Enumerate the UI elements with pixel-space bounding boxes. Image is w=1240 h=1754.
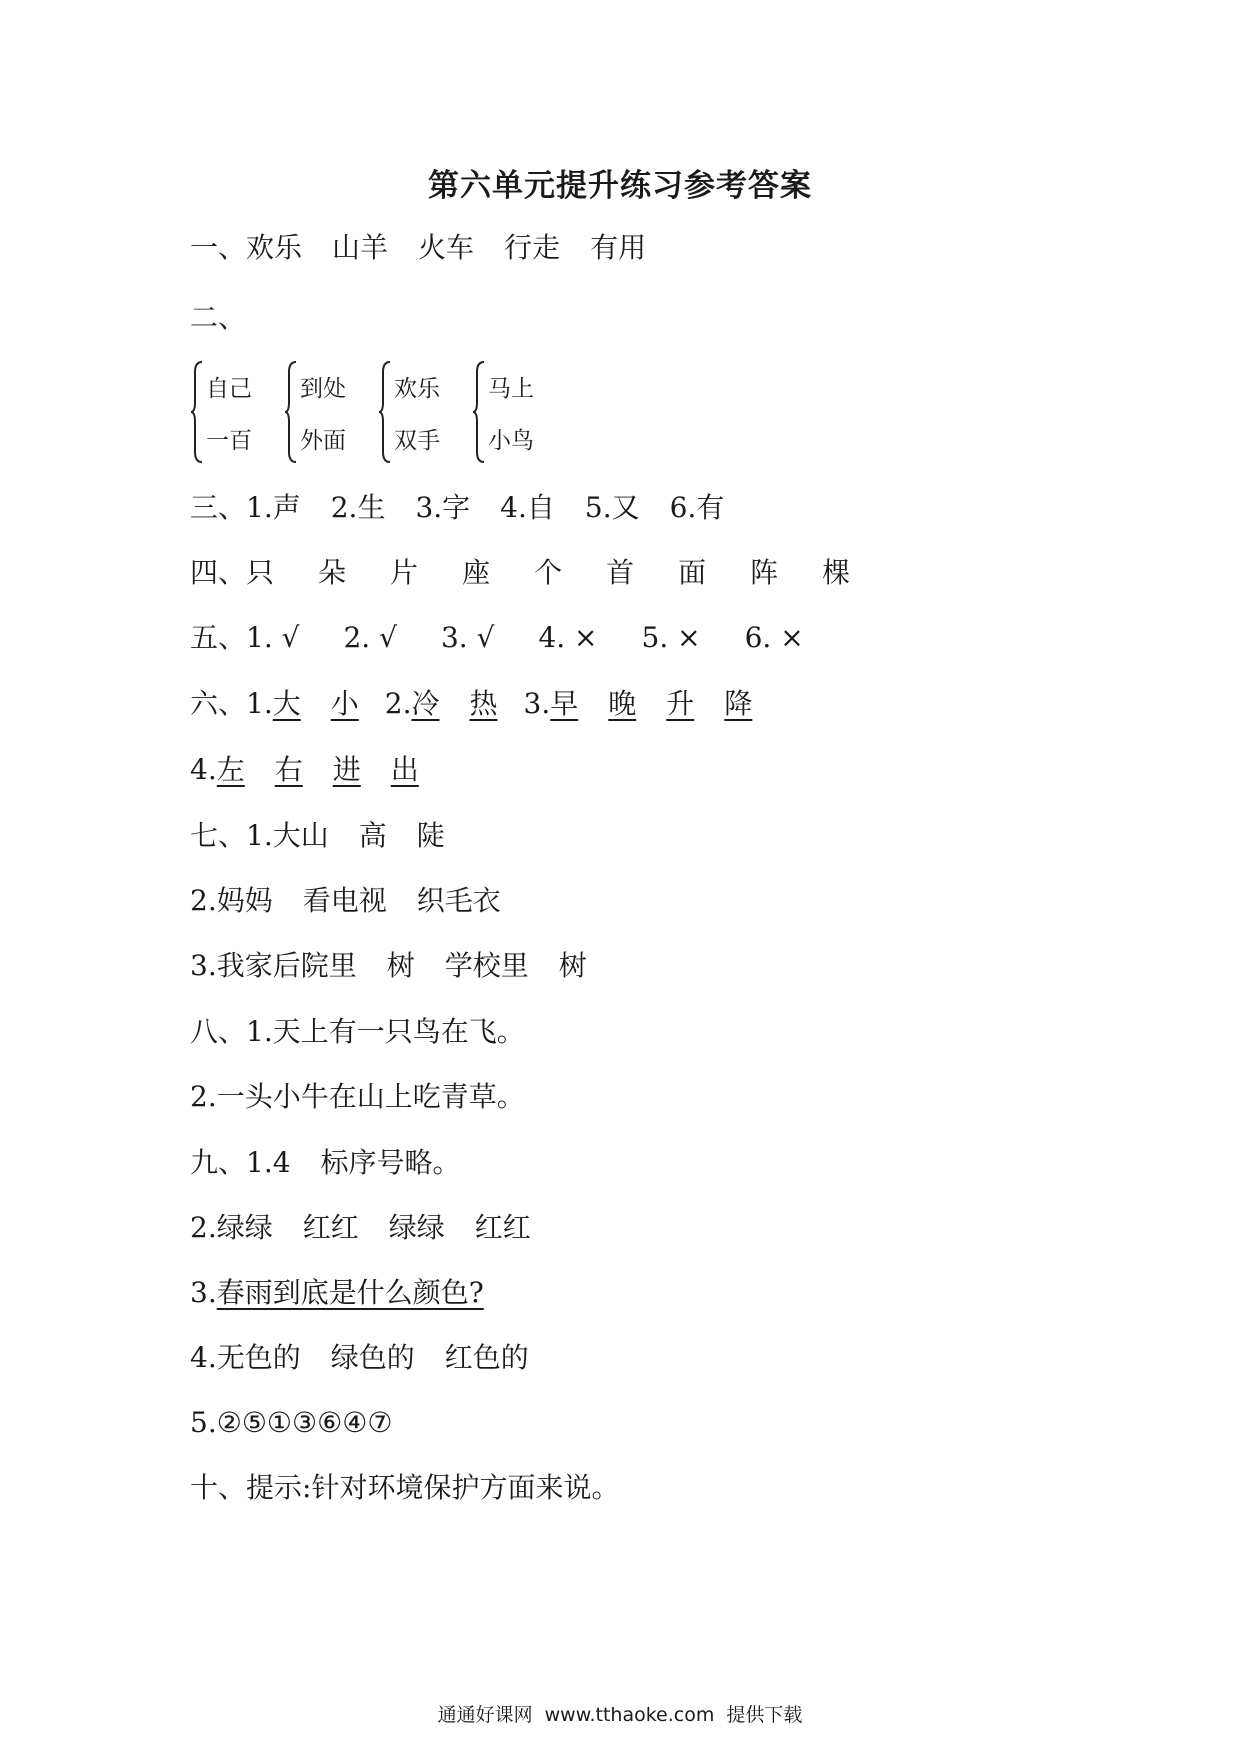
answer-item: 5.又 xyxy=(584,491,640,524)
word-group xyxy=(190,360,280,464)
section-label: 三、 xyxy=(190,491,247,524)
answer-item: 树 xyxy=(386,949,415,982)
answer-item: 6.有 xyxy=(669,491,725,524)
answer-item: 1.大山 xyxy=(246,819,329,852)
section-4 xyxy=(190,555,850,591)
brace-icon xyxy=(378,360,392,464)
answer-item: 3. √ xyxy=(440,621,495,654)
section-9-line-2 xyxy=(190,1210,531,1246)
answer-item: 面 xyxy=(678,556,707,589)
section-7-line-1 xyxy=(190,818,445,854)
answer-item: 红色的 xyxy=(444,1341,529,1374)
section-label: 五、 xyxy=(190,621,247,654)
antonym: 右 xyxy=(274,753,303,786)
answer-item: 红红 xyxy=(474,1211,531,1244)
answer-item: 3.字 xyxy=(415,491,471,524)
word-group xyxy=(378,360,468,464)
word-group xyxy=(472,360,562,464)
group-word-bottom: 外面 xyxy=(300,428,346,454)
section-1 xyxy=(190,230,646,266)
footer xyxy=(0,1700,1240,1727)
brace-icon xyxy=(284,360,298,464)
answer-item: 阵 xyxy=(750,556,779,589)
answer-item: 红红 xyxy=(302,1211,359,1244)
page-title: 第六单元提升练习参考答案 xyxy=(428,168,812,204)
answer-item: 织毛衣 xyxy=(416,884,501,917)
item-number: 4. xyxy=(190,753,217,786)
group-word-bottom: 双手 xyxy=(394,428,440,454)
group-word-top: 自己 xyxy=(206,376,252,402)
antonym: 进 xyxy=(332,753,361,786)
antonym: 小 xyxy=(330,687,359,720)
section-7-line-2 xyxy=(190,883,501,919)
answer-sentence: 提示:针对环境保护方面来说。 xyxy=(246,1471,620,1504)
answer-item: 座 xyxy=(462,556,491,589)
section-8-line-2 xyxy=(190,1079,525,1115)
answer-item: 2.绿绿 xyxy=(190,1211,273,1244)
answer-item: 1.4 xyxy=(246,1146,291,1179)
antonym: 晚 xyxy=(608,687,637,720)
answer-item: 个 xyxy=(534,556,563,589)
section-label: 十、 xyxy=(190,1471,247,1504)
antonym: 出 xyxy=(390,753,419,786)
answer-item: 4.自 xyxy=(500,491,555,524)
answer-item: 4. × xyxy=(538,621,598,654)
section-10 xyxy=(190,1470,619,1506)
answer-item: 2.妈妈 xyxy=(190,884,273,917)
antonym: 早 xyxy=(550,687,579,720)
answer-item: 陡 xyxy=(416,819,445,852)
antonym: 大 xyxy=(272,687,301,720)
item-number: 1. xyxy=(246,687,273,720)
section-6-line-1 xyxy=(190,686,752,722)
answer-item: 只 xyxy=(246,556,275,589)
item-number: 3. xyxy=(523,687,551,720)
antonym: 降 xyxy=(724,687,753,720)
answer-sequence: 5.②⑤①③⑥④⑦ xyxy=(190,1406,393,1439)
answer-word: 欢乐 xyxy=(246,231,303,264)
answer-item: 3.我家后院里 xyxy=(190,949,357,982)
section-9-line-1 xyxy=(190,1145,461,1181)
answer-item: 绿色的 xyxy=(330,1341,415,1374)
section-3 xyxy=(190,490,724,526)
brace-icon xyxy=(472,360,486,464)
answer-item: 绿绿 xyxy=(388,1211,445,1244)
section-2-label: 二、 xyxy=(190,301,247,334)
answer-word: 山羊 xyxy=(332,231,389,264)
group-word-top: 马上 xyxy=(488,376,534,402)
answer-word: 火车 xyxy=(418,231,475,264)
word-group xyxy=(284,360,374,464)
section-9-line-5 xyxy=(190,1405,392,1441)
footer-action: 提供下载 xyxy=(726,1704,803,1726)
answer-item: 6. × xyxy=(744,621,804,654)
section-9-line-3 xyxy=(190,1275,484,1311)
section-label: 四、 xyxy=(190,556,247,589)
section-label: 八、 xyxy=(190,1015,247,1048)
section-8-line-1 xyxy=(190,1014,525,1050)
answer-item: 棵 xyxy=(822,556,851,589)
answer-item: 学校里 xyxy=(444,949,529,982)
answer-item: 1.声 xyxy=(246,491,301,524)
answer-word: 行走 xyxy=(504,231,561,264)
group-word-bottom: 一百 xyxy=(206,428,252,454)
section-6-line-2 xyxy=(190,752,419,788)
answer-item: 2. √ xyxy=(343,621,397,654)
item-number: 3. xyxy=(190,1276,217,1309)
group-word-bottom: 小鸟 xyxy=(488,428,534,454)
section-7-line-3 xyxy=(190,948,587,984)
group-word-top: 到处 xyxy=(300,376,346,402)
answer-item: 1. √ xyxy=(246,621,300,654)
answer-item: 4.无色的 xyxy=(190,1341,301,1374)
section-5 xyxy=(190,620,804,656)
answer-sentence: 春雨到底是什么颜色? xyxy=(216,1276,484,1309)
antonym: 左 xyxy=(216,753,245,786)
section-label: 九、 xyxy=(190,1146,247,1179)
section-label: 七、 xyxy=(190,819,247,852)
group-word-top: 欢乐 xyxy=(394,376,440,402)
antonym: 冷 xyxy=(411,687,440,720)
answer-item: 树 xyxy=(558,949,587,982)
section-label: 六、 xyxy=(190,687,247,720)
item-number: 2. xyxy=(384,687,412,720)
section-label: 一、 xyxy=(190,231,247,264)
answer-sentence: 1.天上有一只鸟在飞。 xyxy=(246,1015,525,1048)
antonym: 升 xyxy=(666,687,695,720)
answer-item: 首 xyxy=(606,556,635,589)
answer-item: 朵 xyxy=(318,556,347,589)
answer-item: 2.生 xyxy=(330,491,386,524)
section-9-line-4 xyxy=(190,1340,529,1376)
answer-item: 片 xyxy=(390,556,419,589)
answer-sentence: 2.一头小牛在山上吃青草。 xyxy=(190,1080,525,1113)
answer-item: 高 xyxy=(358,819,387,852)
answer-word: 有用 xyxy=(590,231,647,264)
answer-item: 5. × xyxy=(641,621,701,654)
answer-item: 标序号略。 xyxy=(320,1146,461,1179)
answer-item: 看电视 xyxy=(302,884,387,917)
footer-url[interactable]: www.tthaoke.com xyxy=(544,1704,715,1726)
antonym: 热 xyxy=(469,687,498,720)
footer-site-name: 通通好课网 xyxy=(437,1704,533,1726)
brace-icon xyxy=(190,360,204,464)
